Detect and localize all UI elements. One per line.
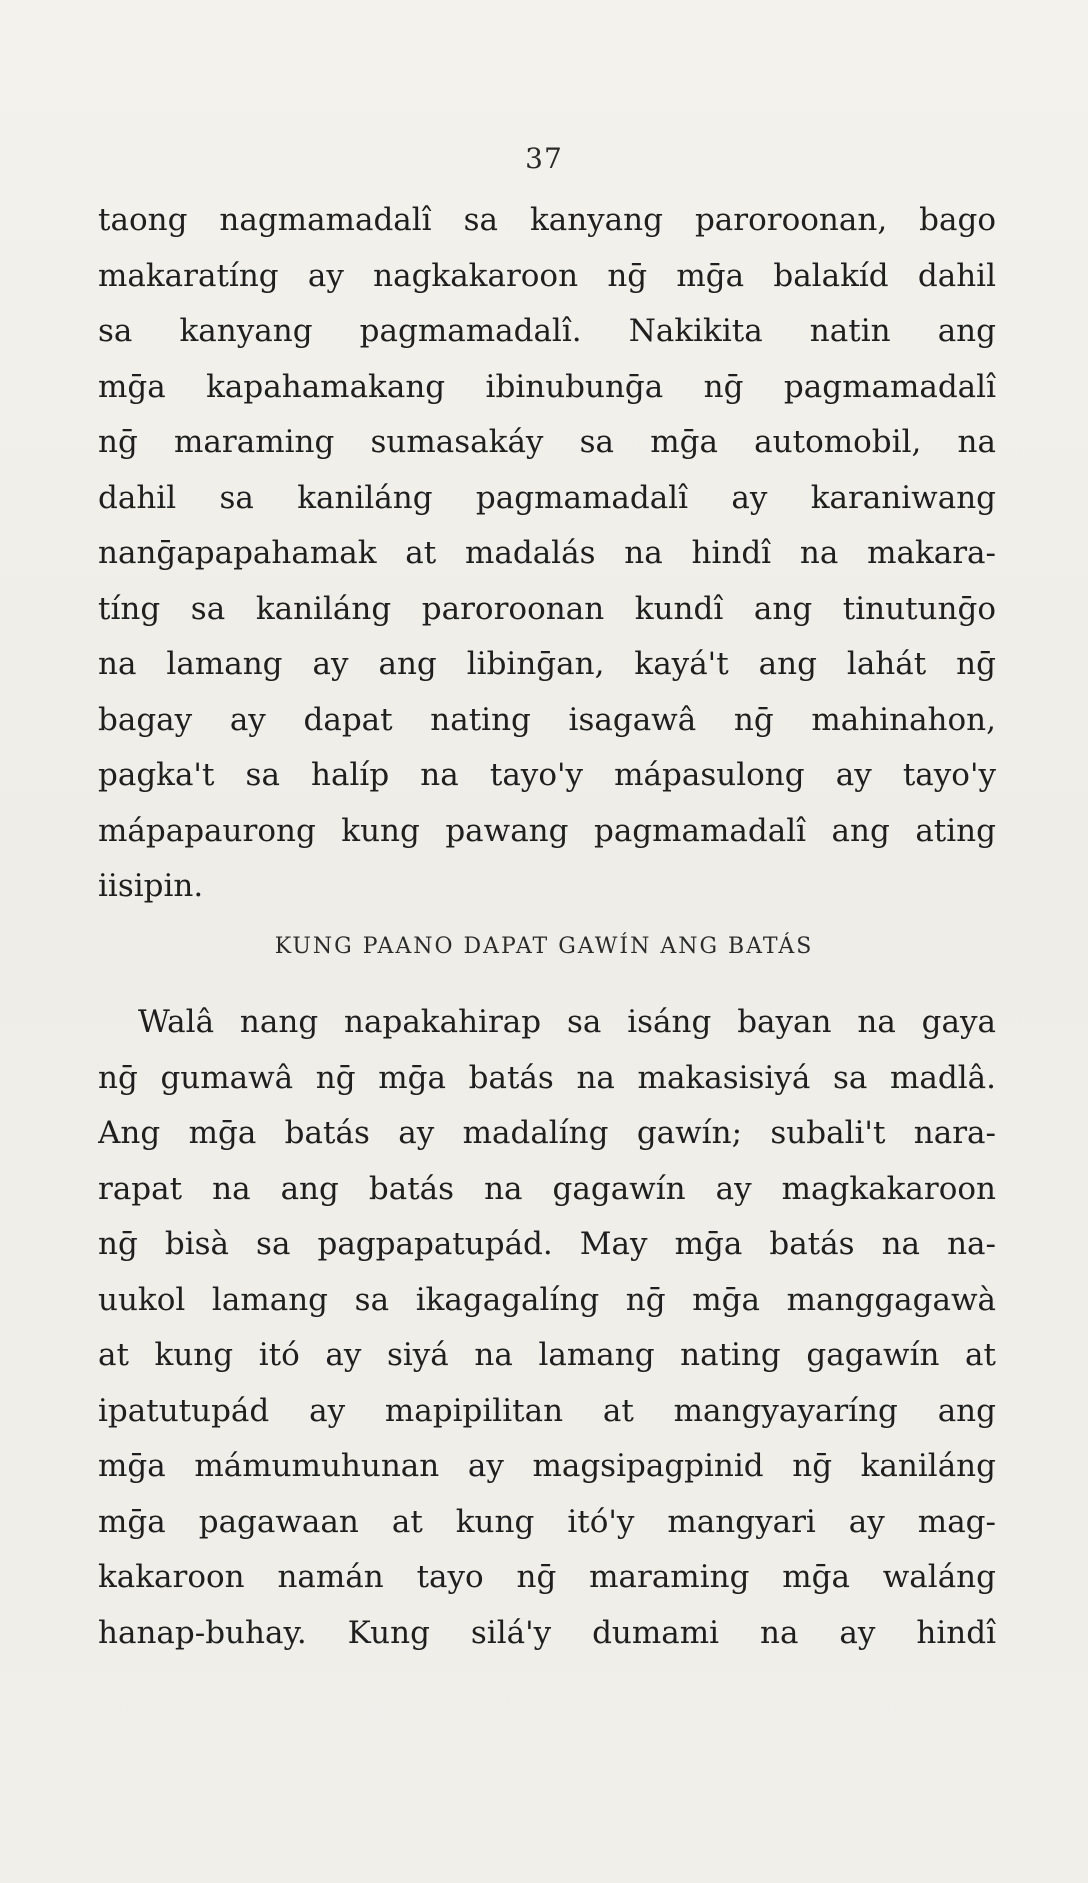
text-line: at kung itó ay siyá na lamang nating gagawín at	[98, 1337, 996, 1373]
text-line: nḡ maraming sumasakáy sa mḡa automobil, na	[98, 424, 996, 460]
text-line: sa kanyang pagmamadalî. Nakikita natin ang	[98, 313, 996, 349]
text-line: kakaroon namán tayo nḡ maraming mḡa waláng	[98, 1559, 996, 1595]
paragraph-1	[98, 193, 996, 915]
text-line: nḡ gumawâ nḡ mḡa batás na makasisiyá sa madlâ.	[98, 1059, 996, 1096]
text-line: uukol lamang sa ikagagalíng nḡ mḡa manggagawà	[98, 1281, 996, 1318]
paragraph-2	[98, 995, 996, 1661]
text-line: Ang mḡa batás ay madalíng gawín; subali't nara-	[98, 1115, 996, 1151]
text-line: mḡa pagawaan at kung itó'y mangyari ay mag-	[98, 1503, 996, 1540]
text-line: mḡa kapahamakang ibinubunḡa nḡ pagmamadalî	[98, 368, 996, 405]
text-line: rapat na ang batás na gagawín ay magkakaroon	[98, 1170, 996, 1207]
text-line: pagka't sa halíp na tayo'y mápasulong ay tayo'y	[98, 757, 996, 793]
text-line: nḡ bisà sa pagpapatupád. May mḡa batás na na-	[98, 1226, 996, 1262]
text-line: tíng sa kaniláng paroroonan kundî ang tinutunḡo	[98, 590, 996, 627]
text-line: iisipin.	[98, 868, 204, 904]
text-line: bagay ay dapat nating isagawâ nḡ mahinahon,	[98, 701, 996, 738]
text-line: nanḡapapahamak at madalás na hindî na makara-	[98, 535, 996, 571]
text-line: ipatutupád ay mapipilitan at mangyayaríng ang	[98, 1392, 996, 1429]
text-line: Walâ nang napakahirap sa isáng bayan na gaya	[138, 1004, 996, 1040]
text-line: mápapaurong kung pawang pagmamadalî ang ating	[98, 812, 996, 849]
section-heading: KUNG PAANO DAPAT GAWÍN ANG BATÁS	[274, 934, 814, 959]
text-line: hanap-buhay. Kung silá'y dumami na ay hindî	[98, 1614, 996, 1651]
text-line: makaratíng ay nagkakaroon nḡ mḡa balakíd dahil	[98, 257, 996, 294]
text-line: na lamang ay ang libinḡan, kayá't ang lahát nḡ	[98, 646, 996, 682]
page-number: 37	[525, 142, 563, 175]
text-line: dahil sa kaniláng pagmamadalî ay karaniwang	[98, 479, 996, 516]
text-line: taong nagmamadalî sa kanyang paroroonan, bago	[98, 202, 996, 238]
text-line: mḡa mámumuhunan ay magsipagpinid nḡ kaniláng	[98, 1448, 996, 1484]
